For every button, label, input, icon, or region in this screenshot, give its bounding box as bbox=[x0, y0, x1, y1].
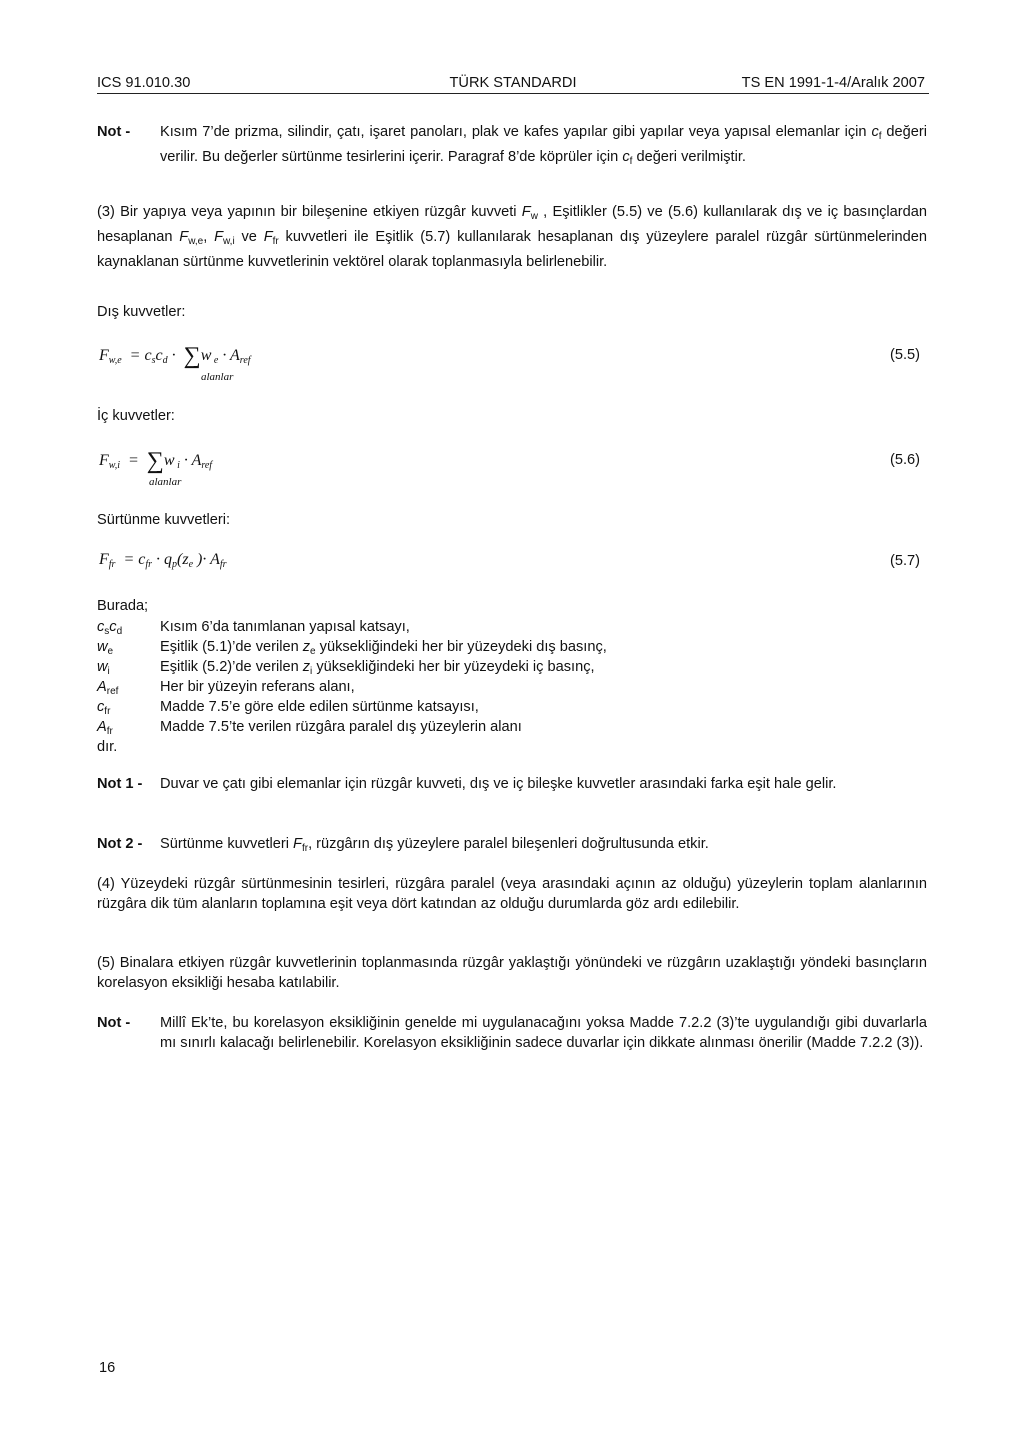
note-1-text: Duvar ve çatı gibi elemanlar için rüzgâr kuvveti, dış ve iç bileşke kuvvetler arasındaki farka eşit hale gelir. bbox=[160, 776, 837, 792]
note-3-label: Not - bbox=[97, 1015, 131, 1031]
definition-aref: Her bir yüzeyin referans alanı, bbox=[160, 679, 355, 695]
equation-5-6: Fw,i = ∑w i · Aref bbox=[99, 448, 213, 474]
note-2-label: Not 2 - bbox=[97, 836, 143, 852]
symbol-wi: $w_i$ bbox=[97, 659, 110, 677]
note-text: Kısım 7’de prizma, silindir, çatı, işaret panoları, plak ve kafes yapılar gibi yapılar veya yapısal elemanlar için $c_f$ değeri verilir. Bu değerler sürtünme tesirlerini içerir. Paragraf 8’de köprüler için $c_f$ değeri verilmiştir. bbox=[160, 124, 928, 167]
note-2-text: Sürtünme kuvvetleri $F_{fr}$, rüzgârın dış yüzeylere paralel bileşenleri doğrultusunda etkir. bbox=[160, 836, 709, 854]
symbol-aref: $A_{ref}$ bbox=[97, 679, 119, 697]
paragraph-3: (3) Bir yapıya veya yapının bir bileşenine etkiyen rüzgâr kuvveti $F_w$ , Eşitlikler (5.5) ve (5.6) kullanılarak dış ve iç basınçlardan hesaplanan $F_{w,e}$, $F_{w,i}$ ve $F_{fr}$ kuvvetleri ile Eşitlik (5.7) kullanılarak hesaplanan dış yüzeylere paralel rüzgâr sürtünmelerinden kaynaklanan sürtünme kuvvetlerinin vektörel olarak toplanmasıyla belirlenebilir. bbox=[97, 204, 928, 270]
definition-cscd: Kısım 6’da tanımlanan yapısal katsayı, bbox=[160, 619, 410, 635]
sum-index-alanlar: alanlar bbox=[201, 371, 234, 383]
symbol-afr: $A_{fr}$ bbox=[97, 719, 113, 737]
sum-index-alanlar: alanlar bbox=[149, 476, 182, 488]
paragraph-4: (4) Yüzeydeki rüzgâr sürtünmesinin tesirleri, rüzgâra paralel (veya arasındaki açının az olduğu) yüzeylerin toplam alanlarının rüzgâra dik tüm alanların toplamına eşit veya dört katından az olduğu durumlarda göz ardı edilebilir. bbox=[97, 876, 927, 912]
note-3-text: Millî Ek’te, bu korelasyon eksikliğinin genelde mi uygulanacağını yoksa Madde 7.2.2 (3)’te uygulandığı gibi duvarlarla mı sınırlı kalacağı belirlenebilir. Korelasyon eksikliğinin sadece duvarlar için dikkate alınması önerilir (Madde 7.2.2 (3)). bbox=[160, 1015, 927, 1051]
equation-5-7: Ffr = cfr · qp(ze )· Afr bbox=[99, 551, 227, 570]
note-label: Not - bbox=[97, 124, 131, 140]
external-forces-label: Dış kuvvetler: bbox=[97, 304, 186, 320]
equation-5-5: Fw,e = cscd · ∑w e · Aref bbox=[99, 343, 251, 369]
symbol-we: $w_e$ bbox=[97, 639, 114, 657]
equation-number: (5.6) bbox=[889, 452, 920, 468]
page-number: 16 bbox=[99, 1360, 116, 1376]
friction-forces-label: Sürtünme kuvvetleri: bbox=[97, 512, 231, 528]
equation-number: (5.7) bbox=[889, 553, 920, 569]
header-standard-title: TÜRK STANDARDI bbox=[449, 75, 577, 91]
internal-forces-label: İç kuvvetler: bbox=[97, 408, 175, 424]
definition-afr: Madde 7.5’te verilen rüzgâra paralel dış yüzeylerin alanı bbox=[160, 719, 522, 735]
definition-cfr: Madde 7.5’e göre elde edilen sürtünme katsayısı, bbox=[160, 699, 479, 715]
header-ics-code: ICS 91.010.30 bbox=[97, 75, 191, 91]
equation-number: (5.5) bbox=[889, 347, 920, 363]
definition-wi: Eşitlik (5.2)’de verilen $z_i$ yüksekliğindeki her bir yüzeydeki iç basınç, bbox=[160, 659, 595, 677]
symbol-cscd: $c_sc_d$ bbox=[97, 619, 123, 637]
where-label: Burada; bbox=[97, 598, 149, 614]
note-1-label: Not 1 - bbox=[97, 776, 143, 792]
definition-end: dır. bbox=[97, 739, 118, 755]
paragraph-5: (5) Binalara etkiyen rüzgâr kuvvetlerinin toplanmasında rüzgâr yaklaştığı yönündeki ve rüzgârın uzaklaştığı yöndeki basınçların korelasyon eksikliği hesaba katılabilir. bbox=[97, 955, 927, 991]
symbol-cfr: $c_{fr}$ bbox=[97, 699, 111, 717]
definition-we: Eşitlik (5.1)’de verilen $z_e$ yüksekliğindeki her bir yüzeydeki dış basınç, bbox=[160, 639, 607, 657]
page-header bbox=[97, 73, 929, 94]
header-standard-number: TS EN 1991-1-4/Aralık 2007 bbox=[741, 75, 925, 91]
